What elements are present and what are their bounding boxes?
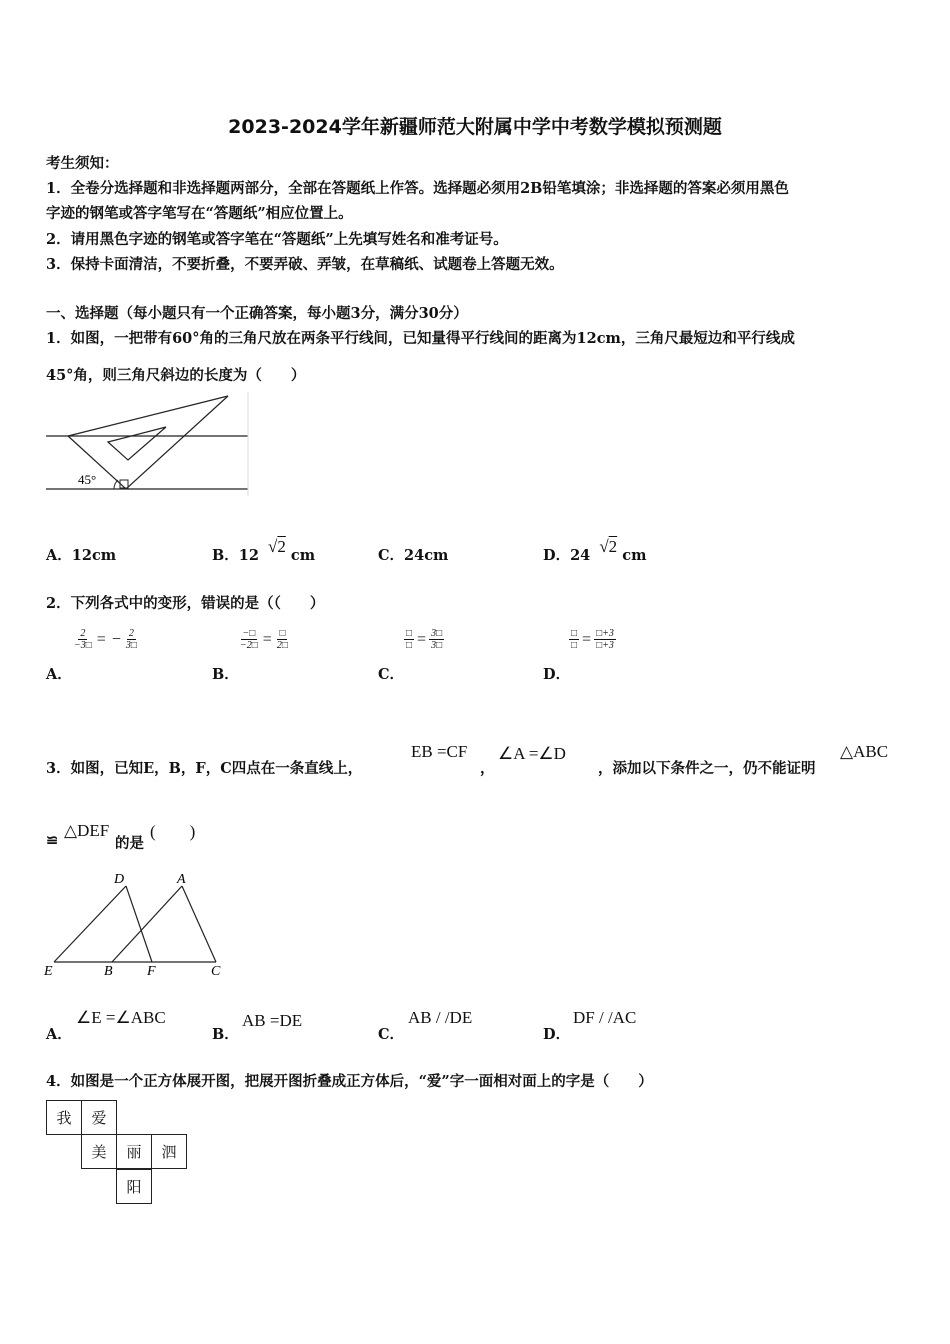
option-value: 12 [238, 547, 259, 564]
option-unit: cm [290, 547, 316, 564]
question-3-stem-c: 的是 [115, 835, 144, 852]
question-4-stem: 4．如图是一个正方体展开图，把展开图折叠成正方体后，“爱”字一面相对面上的字是（ ） [46, 1073, 653, 1090]
q1-option-b[interactable] [212, 536, 316, 564]
segment-ed [54, 886, 126, 962]
question-3-stem-a: 3．如图，已知E，B，F，C四点在一条直线上， [46, 760, 363, 777]
option-value: ∠E =∠ABC [76, 1008, 166, 1027]
notice-heading: 考生须知： [46, 155, 119, 172]
option-value: 24 [570, 547, 591, 564]
notice-item: 2．请用黑色字迹的钢笔或答字笔在“答题纸”上先填写姓名和准考证号。 [46, 231, 508, 248]
option-value: DF / /AC [573, 1008, 637, 1027]
triangle-ruler-figure [44, 392, 250, 496]
cube-face: 爱 [81, 1100, 117, 1135]
point-f: F [147, 964, 156, 979]
cube-face: 泗 [151, 1134, 187, 1169]
triangle-abc: △ABC [840, 742, 889, 761]
option-letter: C． [378, 1026, 405, 1043]
fraction-right: $\frac{3□}{3□}$ [431, 628, 443, 651]
condition-angle-a-d: ∠A =∠D [498, 744, 566, 763]
option-letter: D． [543, 666, 571, 683]
notice-item: 字迹的钢笔或答字笔写在“答题纸”相应位置上。 [46, 205, 353, 222]
fraction-right: $\frac{2}{3□}$ [125, 628, 137, 651]
page-title: 2023-2024学年新疆师范大附属中学中考数学模拟预测题 [228, 116, 722, 138]
option-letter: B． [212, 1026, 239, 1043]
point-c: C [211, 964, 221, 979]
question-3-stem-b: ，添加以下条件之一，仍不能证明 [598, 760, 816, 777]
point-e: E [44, 964, 53, 979]
question-1-line2: 45°角，则三角尺斜边的长度为（ ） [46, 367, 306, 384]
fraction-left: $\frac{□}{□}$ [571, 628, 578, 651]
option-letter: B． [212, 666, 239, 683]
option-letter: D． [543, 547, 571, 564]
triangle-def: △DEF [64, 821, 110, 840]
notice-item: 3．保持卡面清洁，不要折叠，不要弄破、弄皱，在草稿纸、试题卷上答题无效。 [46, 256, 564, 273]
option-letter: C． [378, 547, 405, 564]
cube-face: 丽 [116, 1134, 152, 1169]
triangle-inner [108, 427, 166, 460]
option-value: AB / /DE [408, 1008, 473, 1027]
fraction-left: $\frac{□}{□}$ [406, 628, 413, 651]
option-unit: cm [622, 547, 647, 564]
condition-eb-cf: EB =CF [411, 742, 468, 761]
option-value: 12cm [71, 547, 117, 564]
option-value: AB =DE [242, 1011, 303, 1030]
cube-face: 我 [46, 1100, 82, 1135]
option-value: 24cm [404, 547, 449, 564]
question-2-stem: 2．下列各式中的变形，错误的是（（ ） [46, 595, 325, 612]
cube-net-figure [44, 1098, 194, 1210]
q1-option-a[interactable] [46, 544, 116, 565]
q1-option-d[interactable] [543, 536, 647, 564]
option-letter: B． [212, 547, 239, 564]
option-letter: C． [378, 666, 405, 683]
segment-ba [112, 886, 182, 962]
cube-face: 阳 [116, 1169, 152, 1204]
segment-ac [182, 886, 216, 962]
option-letter: A． [46, 666, 72, 683]
option-letter: A． [46, 1026, 72, 1043]
option-letter: D． [543, 1026, 571, 1043]
point-b: B [104, 964, 113, 979]
fraction-right: $\frac{□}{2□}$ [276, 628, 288, 651]
fraction-left: $\frac{2}{-3□}$ [74, 628, 92, 651]
section-heading: 一、选择题（每小题只有一个正确答案，每小题3分，满分30分） [46, 305, 468, 322]
q1-option-c[interactable] [378, 544, 448, 565]
question-1-line1: 1．如图，一把带有60°角的三角尺放在两条平行线间，已知量得平行线间的距离为12cm，三角尺最短边和平行线成 [46, 330, 795, 347]
sqrt-radical: √2 [599, 537, 618, 556]
fraction-right: $\frac{□+3}{□+3}$ [596, 628, 614, 651]
comma: ， [480, 760, 495, 777]
cube-face: 美 [81, 1134, 117, 1169]
point-a: A [177, 872, 186, 887]
triangles-figure [40, 868, 240, 980]
notice-item: 1．全卷分选择题和非选择题两部分，全部在答题纸上作答。选择题必须用2B铅笔填涂；非选择题的答案必须用黑色 [46, 180, 789, 197]
congruent-symbol: ≌ [46, 832, 59, 849]
option-letter: A． [46, 547, 72, 564]
sqrt-radical: √2 [268, 537, 286, 556]
fraction-left: $\frac{-□}{-2□}$ [240, 628, 258, 651]
answer-paren: ( ) [150, 822, 196, 841]
point-d: D [114, 872, 125, 887]
segment-df [126, 886, 152, 962]
angle-label: 45° [78, 472, 97, 487]
